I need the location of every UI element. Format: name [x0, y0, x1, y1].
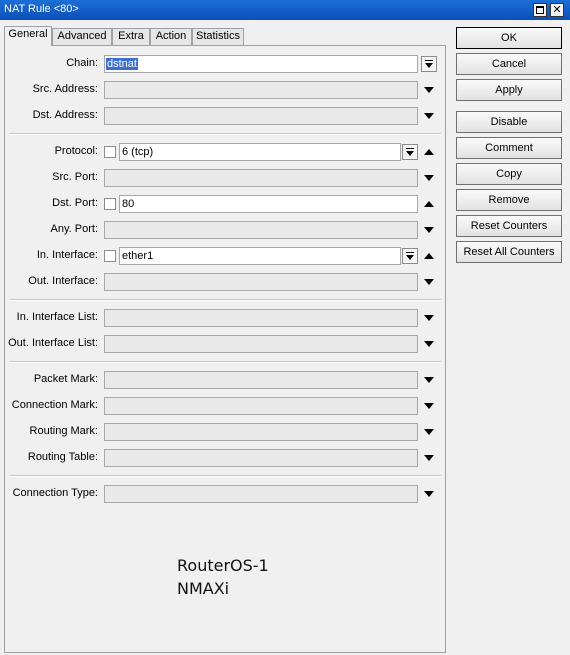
protocol-collapse-icon[interactable]	[424, 149, 434, 155]
dst-address-label: Dst. Address:	[32, 109, 98, 121]
connection-mark-field[interactable]	[104, 397, 418, 415]
dst-port-field[interactable]	[119, 195, 418, 213]
tab-statistics[interactable]: Statistics	[192, 28, 244, 45]
out-interface-row	[5, 272, 445, 292]
connection-type-label: Connection Type:	[12, 487, 98, 499]
out-interface-label: Out. Interface:	[28, 275, 98, 287]
out-interface-list-label: Out. Interface List:	[8, 337, 98, 349]
in-interface-field[interactable]	[119, 247, 401, 265]
protocol-negate-checkbox[interactable]	[104, 146, 116, 158]
connection-type-expand-icon[interactable]	[424, 491, 434, 497]
watermark-line2: NMAXi	[177, 579, 230, 598]
tab-action[interactable]: Action	[150, 28, 192, 45]
chain-row	[5, 54, 445, 74]
window-title: NAT Rule <80>	[4, 3, 79, 15]
src-port-expand-icon[interactable]	[424, 175, 434, 181]
in-interface-list-field[interactable]	[104, 309, 418, 327]
src-address-label: Src. Address:	[32, 83, 98, 95]
out-interface-field[interactable]	[104, 273, 418, 291]
title-bar	[0, 0, 570, 20]
tab-extra[interactable]: Extra	[112, 28, 150, 45]
dst-port-collapse-icon[interactable]	[424, 201, 434, 207]
chain-value: dstnat	[107, 58, 137, 70]
separator	[9, 361, 441, 363]
protocol-value: 6 (tcp)	[122, 146, 154, 158]
cancel-button[interactable]: Cancel	[456, 53, 562, 75]
any-port-field[interactable]	[104, 221, 418, 239]
separator	[9, 475, 441, 477]
ok-button[interactable]: OK	[456, 27, 562, 49]
chain-field[interactable]	[104, 55, 418, 73]
src-address-field[interactable]	[104, 81, 418, 99]
src-address-row	[5, 80, 445, 100]
in-interface-list-label: In. Interface List:	[16, 311, 98, 323]
any-port-row	[5, 220, 445, 240]
close-button[interactable]	[550, 3, 564, 17]
src-port-row	[5, 168, 445, 188]
connection-mark-expand-icon[interactable]	[424, 403, 434, 409]
in-interface-collapse-icon[interactable]	[424, 253, 434, 259]
in-interface-value: ether1	[122, 250, 154, 262]
protocol-row	[5, 142, 445, 162]
src-port-field[interactable]	[104, 169, 418, 187]
connection-type-row	[5, 484, 445, 504]
packet-mark-row	[5, 370, 445, 390]
in-interface-label: In. Interface:	[36, 249, 98, 261]
protocol-label: Protocol:	[54, 145, 98, 157]
dst-port-negate-checkbox[interactable]	[104, 198, 116, 210]
chain-label: Chain:	[66, 57, 98, 69]
remove-button[interactable]: Remove	[456, 189, 562, 211]
packet-mark-field[interactable]	[104, 371, 418, 389]
chain-dropdown-button[interactable]	[421, 56, 437, 72]
in-interface-dropdown-button[interactable]	[402, 248, 418, 264]
routing-table-field[interactable]	[104, 449, 418, 467]
apply-button[interactable]: Apply	[456, 79, 562, 101]
any-port-expand-icon[interactable]	[424, 227, 434, 233]
protocol-field[interactable]	[119, 143, 401, 161]
any-port-label: Any. Port:	[50, 223, 98, 235]
src-address-expand-icon[interactable]	[424, 87, 434, 93]
src-port-label: Src. Port:	[52, 171, 98, 183]
packet-mark-label: Packet Mark:	[33, 373, 98, 385]
watermark-line1: RouterOS-1	[177, 556, 269, 575]
out-interface-list-field[interactable]	[104, 335, 418, 353]
connection-mark-label: Connection Mark:	[11, 399, 98, 411]
routing-mark-row	[5, 422, 445, 442]
tab-general[interactable]: General	[4, 26, 52, 46]
comment-button[interactable]: Comment	[456, 137, 562, 159]
dst-port-row	[5, 194, 445, 214]
close-icon: ✕	[552, 4, 562, 16]
separator	[9, 299, 441, 301]
routing-mark-expand-icon[interactable]	[424, 429, 434, 435]
disable-button[interactable]: Disable	[456, 111, 562, 133]
dst-address-row	[5, 106, 445, 126]
dst-address-expand-icon[interactable]	[424, 113, 434, 119]
protocol-dropdown-button[interactable]	[402, 144, 418, 160]
dst-address-field[interactable]	[104, 107, 418, 125]
maximize-icon	[536, 6, 544, 14]
packet-mark-expand-icon[interactable]	[424, 377, 434, 383]
routing-mark-label: Routing Mark:	[29, 425, 98, 437]
out-interface-list-row	[5, 334, 445, 354]
in-interface-negate-checkbox[interactable]	[104, 250, 116, 262]
dst-port-label: Dst. Port:	[52, 197, 98, 209]
connection-mark-row	[5, 396, 445, 416]
routing-mark-field[interactable]	[104, 423, 418, 441]
in-interface-list-row	[5, 308, 445, 328]
routing-table-row	[5, 448, 445, 468]
reset-counters-button[interactable]: Reset Counters	[456, 215, 562, 237]
dst-port-value: 80	[122, 198, 135, 210]
separator	[9, 133, 441, 135]
out-interface-list-expand-icon[interactable]	[424, 341, 434, 347]
tab-advanced[interactable]: Advanced	[52, 28, 112, 45]
in-interface-row	[5, 246, 445, 266]
copy-button[interactable]: Copy	[456, 163, 562, 185]
maximize-button[interactable]	[533, 3, 547, 17]
connection-type-field[interactable]	[104, 485, 418, 503]
routing-table-label: Routing Table:	[27, 451, 98, 463]
out-interface-expand-icon[interactable]	[424, 279, 434, 285]
in-interface-list-expand-icon[interactable]	[424, 315, 434, 321]
reset-all-counters-button[interactable]: Reset All Counters	[456, 241, 562, 263]
routing-table-expand-icon[interactable]	[424, 455, 434, 461]
